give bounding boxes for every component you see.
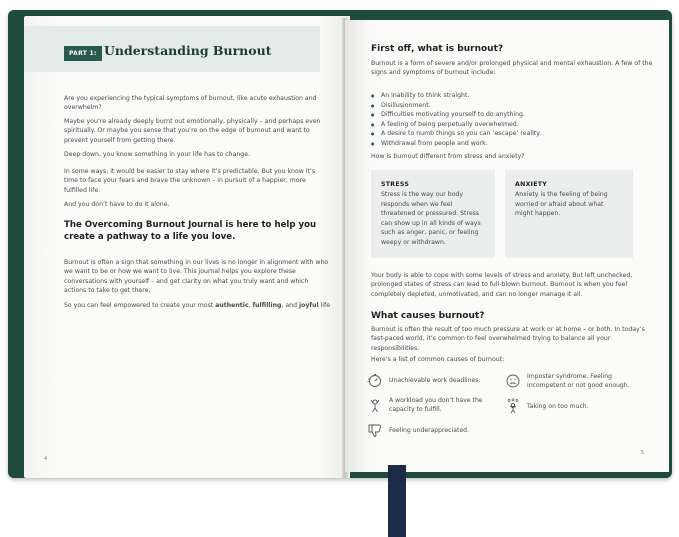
paragraph-4: In some ways, it would be easier to stay where it’s predictable. But you know it’s time to face your fears and brave the unknown – in pursuit of a happier, more fulfilled life. bbox=[64, 168, 316, 194]
bookmark-ribbon bbox=[388, 465, 406, 537]
stress-box bbox=[371, 170, 495, 258]
right-page bbox=[345, 20, 669, 472]
heading-what-causes-burnout: What causes burnout? bbox=[371, 311, 485, 321]
part-label: PART 1: bbox=[64, 46, 102, 61]
stopwatch-icon bbox=[367, 372, 383, 388]
burnout-definition: Burnout is a form of severe and/or prolonged physical and mental exhaustion. A few of the signs and symptoms of burnout include: bbox=[371, 60, 653, 77]
paragraph-6: Burnout is often a sign that something in our lives is no longer in alignment with who we want to be or how we want to live. This journal helps you explore these conversations with yourself – and get clarity on what you truly want and which actions to take to get there. bbox=[64, 259, 329, 295]
anxiety-box bbox=[505, 170, 633, 258]
word-fulfilling: fulfilling bbox=[252, 302, 282, 309]
causes-list-intro: Here’s a list of common causes of burnout: bbox=[371, 356, 505, 363]
anxiety-description: Anxiety is the feeling of being worried or afraid about what might happen. bbox=[515, 191, 608, 218]
cause-workload: A workload you don’t have the capacity to fulfill. bbox=[367, 396, 507, 414]
highlight-statement: The Overcoming Burnout Journal is here to help you create a pathway to a life you love. bbox=[64, 220, 317, 242]
page-number-left: 4 bbox=[44, 456, 48, 462]
stress-title: STRESS bbox=[381, 181, 410, 188]
page-number-right: 5 bbox=[641, 450, 645, 456]
cause-imposter-syndrome: Imposter syndrome. Feeling incompetent or not good enough. bbox=[505, 372, 645, 390]
cause-underappreciated: Feeling underappreciated. bbox=[367, 422, 507, 438]
juggling-person-icon bbox=[505, 398, 521, 414]
causes-intro: Burnout is often the result of too much pressure at work or at home – or both. In today’s fast-paced world, it’s common to feel overwhelmed trying to balance all your responsibilities. bbox=[371, 326, 645, 352]
overwhelmed-person-icon bbox=[367, 397, 383, 413]
list-item: ● Disillusionment. bbox=[381, 101, 661, 111]
sad-face-icon bbox=[505, 373, 521, 389]
cause-deadlines: Unachievable work deadlines. bbox=[367, 372, 507, 388]
anxiety-title: ANXIETY bbox=[515, 181, 548, 188]
stress-description: Stress is the way our body responds when we feel threatened or pressured. Stress can show up in all kinds of ways such as anger, panic, or feeling weepy or withdrawn. bbox=[381, 191, 481, 246]
difference-question: How is burnout different from stress and anxiety? bbox=[371, 153, 525, 160]
list-item: ● An inability to think straight. bbox=[381, 91, 661, 101]
paragraph-3: Deep down, you know something in your life has to change. bbox=[64, 151, 250, 158]
cope-paragraph: Your body is able to cope with some levels of stress and anxiety. But left unchecked, prolonged states of stress can lead to full-blown burnout. Burnout is when you feel completely depleted, unmotivated, and can no longer manage it all. bbox=[371, 272, 633, 298]
list-item: ● A desire to numb things so you can ‘escape’ reality. bbox=[381, 129, 661, 139]
list-item: ● Withdrawal from people and work. bbox=[381, 139, 661, 149]
list-item: ● A feeling of being perpetually overwhelmed. bbox=[381, 120, 661, 130]
heading-what-is-burnout: First off, what is burnout? bbox=[371, 44, 504, 54]
list-item: ● Difficulties motivating yourself to do anything. bbox=[381, 110, 661, 120]
paragraph-2: Maybe you’re already deeply burnt out emotionally, physically – and perhaps even spiritually. Or maybe you sense that you’re on the edge of burnout and want to prevent yourself from getting there. bbox=[64, 118, 321, 144]
cause-taking-on-too-much: Taking on too much. bbox=[505, 398, 645, 414]
thumbs-down-icon bbox=[367, 422, 383, 438]
left-page bbox=[24, 16, 350, 478]
word-authentic: authentic bbox=[215, 302, 249, 309]
page-title: Understanding Burnout bbox=[104, 43, 272, 58]
closing-line: So you can feel empowered to create your most authentic, fulfilling, and joyful life bbox=[64, 302, 331, 309]
paragraph-5: And you don’t have to do it alone. bbox=[64, 201, 170, 208]
symptom-list bbox=[371, 91, 661, 149]
intro-paragraph: Are you experiencing the typical symptoms of burnout, like acute exhaustion and overwhelm? bbox=[64, 95, 317, 112]
word-joyful: joyful bbox=[299, 302, 319, 309]
